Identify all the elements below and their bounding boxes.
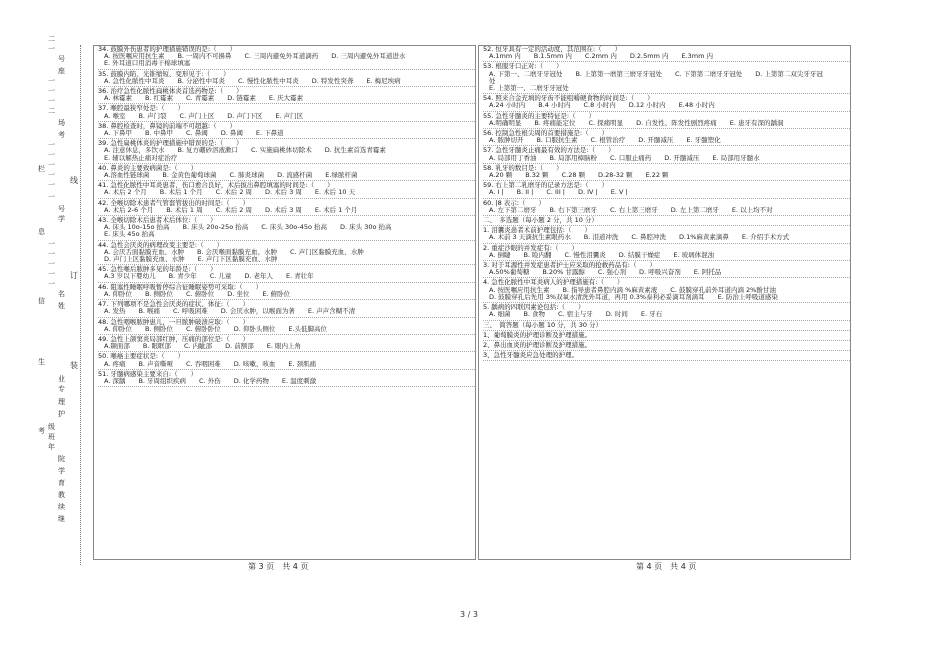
question-block <box>479 147 850 163</box>
binding-text-13: 一 <box>48 161 55 169</box>
question-stem: 55. 急性牙髓炎的主要特征是:（ ） <box>483 111 596 120</box>
question-block <box>479 217 850 226</box>
question-options: A. 会厌舌面黏膜充血、水肿 B. 会厌喉面黏膜充血、水肿 C. 声门区黏膜充血、水肿 <box>104 247 364 256</box>
question-block <box>94 105 475 121</box>
question-options: A.溶血性链球菌 B. 金黄色葡萄球菌 C. 肺炎球菌 D. 流感杆菌 E.绿脓杆菌 <box>104 171 358 180</box>
question-block <box>479 262 850 278</box>
question-stem: 47. 下列哪项不是急性会厌炎的症状、体征:（ ） <box>98 300 250 309</box>
question-stem: 37. 喉腔最狭窄处是:（ ） <box>98 104 185 113</box>
question-options: E. 外耳道口用消毒干棉球填塞 <box>104 59 191 68</box>
binding-text-3: 号 <box>58 55 65 63</box>
question-stem: 二、 多选题（每小题 2 分，共 10 分） <box>483 216 598 225</box>
question-options: A. 仰卧位 B. 侧卧位 C. 俯卧位 D. 坐位 E. 俯卧位 <box>104 289 291 298</box>
question-stem: 38. 鼻腔检查时，鼻镜的前端不可超越:（ ） <box>98 121 237 130</box>
exam-page-4-column <box>478 45 851 560</box>
question-options: E. 辅以解热止痛对症治疗 <box>104 153 178 162</box>
binding-word-ding: 订 <box>70 271 78 280</box>
question-stem: 59. 右上第二乳磨牙的记录方法是:（ ） <box>483 181 609 190</box>
question-block <box>479 130 850 146</box>
question-stem: 40. 鼻炎的主要致病菌是:（ ） <box>98 163 198 172</box>
question-block <box>479 63 850 94</box>
question-stem: 3. 对于耳源性并发症患者护士应采取的抢救药品有:（ ） <box>483 261 656 270</box>
question-block <box>94 200 475 216</box>
question-block <box>94 266 475 282</box>
binding-text-26: 名 <box>58 290 65 298</box>
binding-text-37: 院 <box>58 455 65 463</box>
binding-text-41: 教 <box>58 491 65 499</box>
binding-text-42: 续 <box>58 503 65 511</box>
binding-text-35: 班 <box>48 433 55 441</box>
question-separator <box>483 360 850 361</box>
question-options: A.颞面部 B. 眼眶部 C. 内眦部 D. 前额部 E. 眼内上角 <box>104 342 302 351</box>
question-block <box>94 336 475 352</box>
question-stem: 2、鼻出血炎的护理诊断及护理措施。 <box>483 340 592 349</box>
binding-text-30: 业 <box>58 375 65 383</box>
question-stem: 45. 急性喉后脓肿多见的年龄是:（ ） <box>98 265 217 274</box>
question-block <box>94 140 475 164</box>
question-options: A. 左下第二磨牙 B. 右下第三磨牙 C. 右上第三磨牙 D. 左上第二磨牙 E. 以上均不对 <box>489 205 773 214</box>
question-options: A. I | B. II | C. III | D. IV | E. V | <box>489 188 628 197</box>
binding-text-33: 护 <box>58 410 65 418</box>
question-options: A. 细菌 B. 食物 C. 宿主与牙 D. 时间 E. 牙石 <box>489 310 663 319</box>
binding-text-29: 生 <box>38 358 45 366</box>
exam-page-3-column <box>93 45 476 560</box>
question-block <box>94 88 475 104</box>
question-block <box>479 245 850 261</box>
binding-text-23: 一 <box>48 260 55 268</box>
question-options: A. 注意休息，多饮水 B. 复方硼砂溶液漱口 C. 实施扁桃体切除术 D. 抗生素首选青霉素 <box>104 146 386 155</box>
question-stem: 三、 简答题（每小题 10 分，共 30 分） <box>483 320 603 329</box>
binding-text-7: 一 <box>48 97 55 105</box>
question-block <box>479 165 850 181</box>
binding-text-24: 一 <box>48 270 55 278</box>
question-options: A. 深龋 B. 牙周组织疾病 C. 外伤 D. 化学药物 E. 温度刺激 <box>104 376 317 385</box>
question-stem: 42. 全喉切除术患者气管套管拔出的时间是:（ ） <box>98 198 250 207</box>
question-options: A.24 小时内 B.4 小时内 C.8 小时内 D.12 小时内 E.48 小时内 <box>489 101 715 110</box>
question-stem: 3、急性牙髓炎应急处理的护理。 <box>483 351 579 360</box>
question-options: 处 <box>489 76 496 85</box>
question-options: A. 术前 3 天滴抗生素眼药水 B. 泪道冲洗 C. 鼻腔冲洗 D.1%麻黄素滴鼻 E. 介绍手术方式 <box>489 233 790 242</box>
question-block <box>479 113 850 129</box>
question-stem: 43. 全喉切除术后患者术后体位:（ ） <box>98 216 217 225</box>
question-options: E. 上第第一、二磨牙牙冠处 <box>489 84 569 93</box>
binding-text-27: 信 <box>38 297 45 305</box>
question-options: A. 局部用丁香油 B. 局部用樟脑粉 C. 口服止痛药 D. 开髓减压 E. 局部用牙髓水 <box>489 153 760 162</box>
binding-text-17: 一 <box>48 193 55 201</box>
question-block <box>94 242 475 266</box>
question-block <box>479 227 850 243</box>
question-options: A. 按医嘱应用抗生素 B. 指导患者鼻腔内滴 %麻黄素液 C. 鼓膜穿孔前外耳道内滴 2%酚甘油 <box>489 285 776 294</box>
question-options: A. 下第一、二磨牙牙冠处 B. 上第第一磨第三磨牙牙冠处 C. 下第第二磨牙牙冠处 D. 上第第二双尖牙牙冠 <box>489 69 823 78</box>
binding-text-19: 学 <box>58 215 65 223</box>
question-options: A. 发热 B. 喉痛 C. 呼吸困难 D. 会厌水肿，以喉面为著 E. 声声含糊不清 <box>104 307 356 316</box>
binding-text-36: 年 <box>48 443 55 451</box>
binding-text-14: 一 <box>48 171 55 179</box>
question-block <box>479 279 850 303</box>
question-block <box>479 95 850 111</box>
question-block <box>94 71 475 87</box>
question-options: A. 林霉素 B. 红霉素 C. 青霉素 D. 链霉素 E. 庆大霉素 <box>104 94 304 103</box>
question-block <box>479 182 850 198</box>
question-options: A. 倒睫 B. 睑内翻 C. 慢性泪囊炎 D. 结膜干燥症 E. 玻璃体混浊 <box>489 250 715 259</box>
question-block <box>94 46 475 70</box>
question-block <box>479 304 850 320</box>
question-block <box>94 353 475 369</box>
binding-text-1: 二 <box>48 35 55 43</box>
binding-text-10: 考 <box>58 131 65 139</box>
question-stem: 54. 照来合金充填的牙齿不能咀嚼硬食物的时间是:（ ） <box>483 94 654 103</box>
question-block <box>479 342 850 351</box>
question-options: A. 急性化脓性中耳炎 B. 分泌性中耳炎 C. 慢性化脓性中耳炎 D. 特发性突聋 E. 梅尼埃病 <box>104 76 401 85</box>
binding-text-28: 姓 <box>58 302 65 310</box>
binding-text-4: 座 <box>58 67 65 75</box>
binding-text-18: 号 <box>58 205 65 213</box>
question-separator <box>98 386 475 387</box>
question-block <box>479 46 850 62</box>
binding-cut-line <box>80 45 81 565</box>
question-stem: 60. |8 表示:（ ） <box>483 198 545 207</box>
question-options: A. 床头 10o-15o 抬高 B. 床头 20o-25o 抬高 C. 床头 30o-45o 抬高 D. 床头 30o 抬高 <box>104 223 392 232</box>
binding-text-25: 一 <box>48 280 55 288</box>
question-options: A. 疼痛 B. 声音嘶哑 C. 吞咽困难 D. 咳嗽、咳血 E. 颈肌痛 <box>104 359 317 368</box>
binding-text-11: 一 <box>48 141 55 149</box>
binding-word-xian: 线 <box>70 176 78 185</box>
question-stem: 5. 龋病的四联因素论包括:（ ） <box>483 303 585 312</box>
question-block <box>479 200 850 216</box>
question-block <box>94 165 475 181</box>
question-options: D. 鼓膜穿孔后先用 3%双氧水清洗外耳道，再用 0.3%泰利必妥滴耳剂滴耳 E. 防治上呼吸道感染 <box>489 292 778 301</box>
question-block <box>94 123 475 139</box>
binding-text-2: 一 <box>48 45 55 53</box>
question-stem: 39. 急性扁桃体炎的护理措施中错误的是:（ ） <box>98 139 243 148</box>
question-stem: 57. 急性牙髓炎止痛最有效的方法是:（ ） <box>483 146 615 155</box>
question-options: A. 仰卧位 B. 侧卧位 C. 俯卧卧位 D. 仰卧头侧位 E.头低脚高位 <box>104 324 328 333</box>
question-options: A.1mm 内 B.1.5mm 内 C.2mm 内 D.2.5mm 内 E.3mm 内 <box>489 52 714 61</box>
binding-text-15: 一 <box>48 181 55 189</box>
question-options: A. 术后 2 个月 B. 术后 1 个月 C. 术后 2 周 D. 术后 3 周 E. 术后 10 天 <box>104 188 356 197</box>
binding-text-38: 考 <box>38 427 45 435</box>
question-options: D. 声门上区黏膜充血、水肿 E. 声门下区黏膜充血、水肿 <box>104 255 278 264</box>
question-stem: 36. 治疗急性化脓性扁桃体炎首选药物是:（ ） <box>98 87 243 96</box>
binding-text-40: 育 <box>58 479 65 487</box>
binding-text-8: 二 <box>48 107 55 115</box>
binding-text-6: 一 <box>48 87 55 95</box>
question-block <box>479 322 850 331</box>
binding-word-zhuang: 装 <box>70 361 78 370</box>
question-block <box>94 301 475 317</box>
question-stem: 44. 急性会厌炎的病理改变主要是:（ ） <box>98 240 224 249</box>
question-stem: 34. 鼓膜外伤患者的护理措施错误的是:（ ） <box>98 45 237 53</box>
question-stem: 58. 乳牙的数目是:（ ） <box>483 163 563 172</box>
question-stem: 35. 鼓膜内陷、光锥缩短、变形见于:（ ） <box>98 69 230 78</box>
binding-text-34: 级 <box>48 423 55 431</box>
question-options: A. 术后 2-6 个月 B. 术后 1 周 C. 术后 2 周 D. 术后 3 周 E. 术后 1 个月 <box>104 205 358 214</box>
binding-text-39: 学 <box>58 467 65 475</box>
question-options: A.3 岁以下婴幼儿 B. 青少年 C. 儿童 D. 老年人 E. 青壮年 <box>104 272 314 281</box>
question-options: A. 下鼻甲 B. 中鼻甲 C. 鼻阈 D. 鼻阈 E. 下鼻道 <box>104 129 284 138</box>
question-stem: 2. 重症沙眼的并发症有:（ ） <box>483 243 578 252</box>
question-stem: 46. 阻塞性睡眠呼吸暂停综合征睡眠姿势可采取:（ ） <box>98 282 263 291</box>
question-stem: 52. 恒牙具有一定的活动度，其范围在:（ ） <box>483 45 622 53</box>
binding-text-12: 一 <box>48 151 55 159</box>
question-block <box>479 352 850 361</box>
question-options: A.明确明显 B. 疼痛能定位 C. 探痛明显 D. 自发性、阵发性剧烈疼痛 E. 患牙有深的龋洞 <box>489 118 784 127</box>
binding-text-21: 一 <box>48 240 55 248</box>
question-stem: 50. 喉癌主要症状是:（ ） <box>98 352 185 361</box>
question-options: E. 床头 45o 抬高 <box>104 230 155 239</box>
binding-text-22: 一 <box>48 250 55 258</box>
question-options: A. 脓肿切开 B. 口服抗生素 C. 根管治疗 D. 开髓减压 E. 牙髓塑化 <box>489 136 721 145</box>
question-options: A. 按医嘱应用抗生素 B. 一周内不可擤鼻 C. 三周内避免外耳道滴药 D. 三周内避免外耳道进水 <box>104 52 406 61</box>
binding-text-32: 理 <box>58 398 65 406</box>
pdf-page-number: 3 / 3 <box>460 610 478 619</box>
question-block <box>94 284 475 300</box>
question-options: A. 喉室 B. 声门裂 C. 声门上区 D. 声门下区 E. 声门区 <box>104 111 304 120</box>
question-stem: 48. 急性咽喉脓肿患儿，一旦脓肿破溃应取:（ ） <box>98 317 250 326</box>
binding-text-5: 一 <box>48 77 55 85</box>
question-stem: 56. 控制急性根尖周的首要措施是:（ ） <box>483 129 609 138</box>
page-footer-right: 第 4 页 共 4 页 <box>636 562 697 571</box>
question-stem: 53. 根服牙口正对:（ ） <box>483 62 563 71</box>
question-block <box>479 332 850 341</box>
question-stem: 41. 急性化脓性中耳炎患者，伤口愈合良好，术后拔出鼻腔填塞的时间是:（ ） <box>98 181 334 190</box>
question-block <box>94 371 475 387</box>
binding-text-43: 继 <box>58 515 65 523</box>
question-stem: 51. 牙髓病感染主要来自:（ ） <box>98 369 198 378</box>
binding-text-31: 专 <box>58 385 65 393</box>
question-stem: 1、葡萄膜炎的护理诊断及护理措施。 <box>483 330 592 339</box>
question-stem: 4. 急性化脓性中耳炎病人的护理措施有:（ ） <box>483 278 624 287</box>
question-block <box>94 217 475 241</box>
question-stem: 1. 泪囊炎患者术前护理包括:（ ） <box>483 226 591 235</box>
binding-text-20: 息 <box>38 228 45 236</box>
page-footer-left: 第 3 页 共 4 页 <box>248 562 309 571</box>
question-block <box>94 182 475 198</box>
question-options: A.50%葡萄糖 B.20% 甘露醇 C. 强心剂 D. 呼吸兴奋剂 E. 阿托品 <box>489 268 722 277</box>
question-options: A.20 颗 B.32 颗 C.28 颗 D.28-32 颗 E.22 颗 <box>489 171 669 180</box>
binding-text-9: 场 <box>58 119 65 127</box>
exam-binding-margin <box>0 35 85 565</box>
question-block <box>94 319 475 335</box>
question-stem: 49. 急性上颌窦炎局部红肿，压痛的部位是:（ ） <box>98 334 250 343</box>
binding-text-16: 栏 <box>38 165 45 173</box>
